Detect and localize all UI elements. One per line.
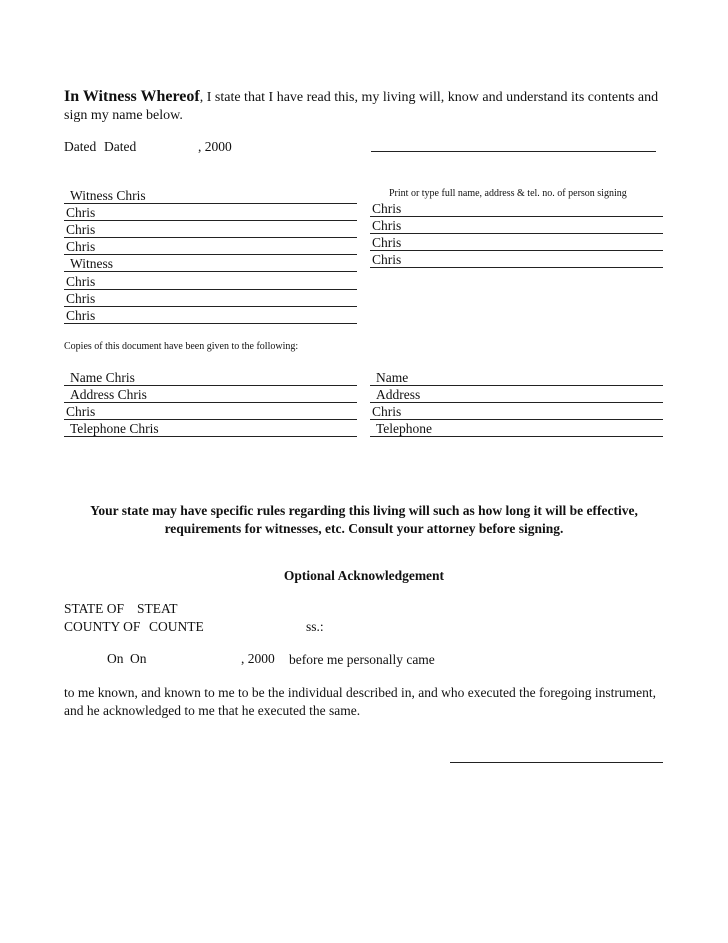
copy-right-name-line[interactable] [370, 370, 663, 386]
copy-left-name: Chris [105, 370, 135, 385]
ack-year: , 2000 [241, 651, 275, 666]
on-date-field[interactable]: On [130, 651, 147, 666]
personally-came-text: before me personally came [289, 652, 435, 667]
copy-left-telephone: Chris [129, 421, 159, 436]
on-label: On [107, 651, 124, 666]
acknowledgement-paragraph: to me known, and known to me to be the individual described in, and who executed the foregoing instrument, and he acknowledged to me that he executed the same. [64, 685, 656, 718]
signer-line-1[interactable] [370, 201, 663, 217]
witness-2-line[interactable] [64, 256, 357, 272]
telephone-label: Telephone [376, 421, 433, 436]
witness-2-address-line-1[interactable] [64, 274, 357, 290]
signer-line-3-text: Chris [372, 235, 402, 250]
copy-right-address-2: Chris [372, 404, 402, 419]
witness-2-address-3: Chris [66, 308, 96, 323]
copy-left-telephone-line[interactable] [64, 421, 357, 437]
witness-2-address-2: Chris [66, 291, 96, 306]
intro-paragraph [64, 88, 664, 125]
witness-1-address-2: Chris [66, 222, 96, 237]
copy-right-address-line[interactable] [370, 387, 663, 403]
witness-label: Witness [70, 256, 113, 271]
state-rules-notice: Your state may have specific rules regarding this living will such as how long it will be effective, requirements for witnesses, etc. Consult your attorney before signing. [90, 503, 638, 536]
signer-line-4-text: Chris [372, 252, 402, 267]
witness-1-line[interactable] [64, 188, 357, 204]
acknowledgement-title: Optional Acknowledgement [283, 568, 445, 583]
state-label: STATE OF [64, 601, 125, 616]
witness-1-address-line-2[interactable] [64, 222, 357, 238]
copy-left-address-line-2[interactable] [64, 404, 357, 420]
copies-caption: Copies of this document have been given to the following: [64, 341, 299, 352]
state-field[interactable]: STEAT [137, 601, 178, 616]
intro-text: , I state that I have read this, my living will, know and understand its contents and sign my name below. [64, 90, 659, 123]
signer-caption: Print or type full name, address & tel. no. of person signing [389, 188, 627, 199]
copy-left-name-line[interactable] [64, 370, 357, 386]
witness-2-address-1: Chris [66, 274, 96, 289]
witness-2-address-line-2[interactable] [64, 291, 357, 307]
address-label: Address [376, 387, 421, 402]
witness-1-address-3: Chris [66, 239, 96, 254]
witness-1-address-line-3[interactable] [64, 239, 357, 255]
copy-left-address: Chris [117, 387, 147, 402]
signer-line-1-text: Chris [372, 201, 402, 216]
name-label: Name [376, 370, 409, 385]
signer-line-3[interactable] [370, 235, 663, 251]
witness-1-name: Chris [116, 188, 146, 203]
witness-1-address-1: Chris [66, 205, 96, 220]
signature-line[interactable] [371, 151, 656, 152]
copy-left-address-2: Chris [66, 404, 96, 419]
dated-year: , 2000 [198, 139, 232, 154]
signer-line-2[interactable] [370, 218, 663, 234]
signer-line-4[interactable] [370, 252, 663, 268]
address-label: Address [70, 387, 115, 402]
name-label: Name [70, 370, 103, 385]
notary-signature-line[interactable] [450, 762, 663, 763]
signer-line-2-text: Chris [372, 218, 402, 233]
ss-label: ss.: [306, 619, 324, 634]
copy-right-address-line-2[interactable] [370, 404, 663, 420]
witness-label: Witness [70, 188, 113, 203]
witness-2-address-line-3[interactable] [64, 308, 357, 324]
dated-field[interactable]: Dated [104, 139, 137, 154]
county-label: COUNTY OF [64, 619, 141, 634]
county-field[interactable]: COUNTE [149, 619, 204, 634]
dated-label: Dated [64, 139, 97, 154]
witness-1-address-line-1[interactable] [64, 205, 357, 221]
telephone-label: Telephone [70, 421, 127, 436]
intro-bold: In Witness Whereof [64, 88, 200, 105]
copy-left-address-line[interactable] [64, 387, 357, 403]
copy-right-telephone-line[interactable] [370, 421, 663, 437]
